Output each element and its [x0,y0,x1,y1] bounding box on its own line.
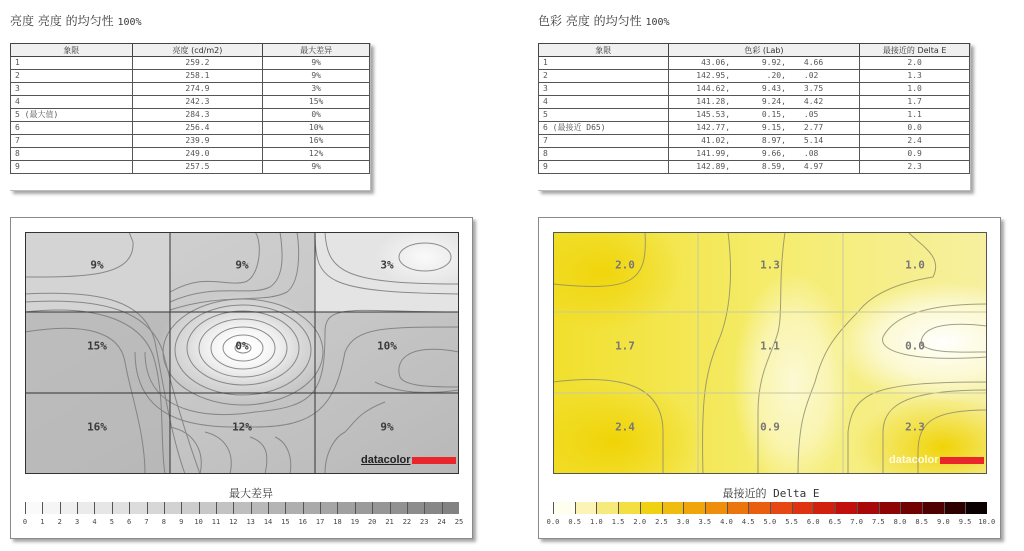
lab-l-cell: 144.62, [668,83,734,96]
color-table-panel [538,43,971,191]
table-header-row [539,44,970,57]
luminance-cell: 257.5 [132,161,263,174]
legend-swatch [60,502,77,514]
legend-swatch [792,502,814,514]
logo-red-bar [412,457,456,464]
lab-a-cell: 9.66, [734,148,790,161]
lab-l-cell: 142.77, [668,122,734,135]
cell-label-3: 3% [380,258,394,272]
legend-swatch [390,502,407,514]
legend-swatch [129,502,146,514]
legend-swatch [337,502,354,514]
title-text: 色彩 亮度 的均匀性 [538,14,642,28]
lab-l-cell: 141.28, [668,96,734,109]
cell-label-7: 2.4 [615,420,635,434]
delta-e-cell: 1.7 [860,96,970,109]
legend-swatch [407,502,424,514]
legend-swatch [251,502,268,514]
cell-label-3: 1.0 [905,258,925,272]
lab-a-cell: .20, [734,70,790,83]
legend-swatch [285,502,302,514]
table-row [539,109,970,122]
legend-swatch [372,502,389,514]
lab-l-cell: 41.02, [668,135,734,148]
logo-red-bar [940,457,984,464]
lab-b-cell: 5.14 [790,135,860,148]
max-diff-cell: 16% [263,135,370,148]
table-row [11,83,370,96]
legend-swatch [25,502,42,514]
cell-label-1: 2.0 [615,258,635,272]
delta-e-legend-bar [553,502,987,514]
quadrant-cell: 3 [11,83,133,96]
luminance-table [10,43,370,174]
cell-label-1: 9% [90,258,104,272]
legend-title: 最接近的 Delta E [722,487,820,500]
cell-label-5: 0% [235,339,249,353]
lab-b-cell: .08 [790,148,860,161]
title-percent: 100% [645,17,670,28]
legend-swatch [216,502,233,514]
cell-label-9: 2.3 [905,420,925,434]
table-row [539,135,970,148]
max-diff-cell: 9% [263,70,370,83]
max-diff-cell: 0% [263,109,370,122]
table-row [11,135,370,148]
lab-b-cell: 3.75 [790,83,860,96]
header-quadrant: 象限 [539,44,669,57]
delta-e-cell: 0.0 [860,122,970,135]
logo-text: datacolor [889,454,939,466]
lab-a-cell: 9.15, [734,122,790,135]
datacolor-logo [889,454,984,466]
quadrant-cell: 7 [11,135,133,148]
legend-swatch [965,502,987,514]
delta-e-cell: 2.4 [860,135,970,148]
lab-b-cell: 4.97 [790,161,860,174]
header-delta-e: 最接近的 Delta E [860,44,970,57]
quadrant-cell: 6 [11,122,133,135]
legend-swatch [748,502,770,514]
legend-swatch [705,502,727,514]
max-diff-cell: 3% [263,83,370,96]
luminance-cell: 258.1 [132,70,263,83]
legend-swatch [879,502,901,514]
legend-swatch [355,502,372,514]
legend-swatch [424,502,441,514]
legend-title: 最大差异 [229,487,273,500]
datacolor-logo [361,454,456,466]
cell-label-2: 9% [235,258,249,272]
luminance-cell: 274.9 [132,83,263,96]
quadrant-cell: 7 [539,135,669,148]
lab-b-cell: 4.42 [790,96,860,109]
quadrant-cell: 2 [539,70,669,83]
luminance-cell: 239.9 [132,135,263,148]
max-diff-cell: 9% [263,161,370,174]
lab-l-cell: 141.99, [668,148,734,161]
cell-label-8: 0.9 [760,420,780,434]
legend-swatch [77,502,94,514]
quadrant-cell: 2 [11,70,133,83]
lab-b-cell: 2.77 [790,122,860,135]
header-lab: 色彩 (Lab) [668,44,860,57]
lab-b-cell: .05 [790,109,860,122]
max-diff-cell: 9% [263,57,370,70]
table-row [539,83,970,96]
lab-a-cell: 0.15, [734,109,790,122]
title-percent: 100% [117,17,142,28]
legend-swatch [112,502,129,514]
luminance-legend-ticks: 0 1 2 3 4 5 6 7 8 9 10 11 12 13 14 15 16 17 18 19 20 21 22 23 24 25 [22,518,464,526]
legend-swatch [922,502,944,514]
logo-text: datacolor [361,454,411,466]
luminance-table-panel [10,43,371,191]
lab-b-cell: 4.66 [790,57,860,70]
legend-swatch [320,502,337,514]
lab-a-cell: 9.92, [734,57,790,70]
legend-swatch [813,502,835,514]
table-row [11,57,370,70]
quadrant-cell: 9 [11,161,133,174]
table-row [11,161,370,174]
table-row [11,96,370,109]
delta-e-cell: 1.1 [860,109,970,122]
quadrant-cell: 4 [11,96,133,109]
quadrant-cell: 8 [11,148,133,161]
table-row [11,122,370,135]
lab-a-cell: 8.59, [734,161,790,174]
cell-label-5: 1.1 [760,339,780,353]
legend-swatch [835,502,857,514]
quadrant-cell: 1 [11,57,133,70]
legend-swatch [944,502,966,514]
legend-swatch [147,502,164,514]
cell-label-9: 9% [380,420,394,434]
color-uniformity-title [538,12,670,29]
legend-swatch [857,502,879,514]
quadrant-cell: 3 [539,83,669,96]
color-contour-panel [538,217,1001,539]
table-header-row [11,44,370,57]
quadrant-cell: 4 [539,96,669,109]
delta-e-legend-ticks: 0.0 0.5 1.0 1.5 2.0 2.5 3.0 3.5 4.0 4.5 5.0 5.5 6.0 6.5 7.0 7.5 8.0 8.5 9.0 9.5 10.0 [546,518,996,526]
quadrant-cell: 8 [539,148,669,161]
lab-b-cell: .02 [790,70,860,83]
legend-swatch [442,502,459,514]
cell-label-6: 10% [377,339,397,353]
lab-l-cell: 145.53, [668,109,734,122]
legend-swatch [662,502,684,514]
legend-swatch [268,502,285,514]
table-row [539,70,970,83]
header-max-diff: 最大差异 [263,44,370,57]
luminance-cell: 256.4 [132,122,263,135]
delta-e-cell: 1.0 [860,83,970,96]
quadrant-cell: 5 (最大值) [11,109,133,122]
table-row [539,161,970,174]
quadrant-cell: 6 (最接近 D65) [539,122,669,135]
quadrant-cell: 9 [539,161,669,174]
luminance-uniformity-title [10,12,142,29]
header-luminance: 亮度 (cd/m2) [132,44,263,57]
legend-swatch [683,502,705,514]
delta-e-cell: 0.9 [860,148,970,161]
cell-label-7: 16% [87,420,107,434]
legend-swatch [181,502,198,514]
delta-e-cell: 2.3 [860,161,970,174]
legend-swatch [640,502,662,514]
cell-label-8: 12% [232,420,252,434]
luminance-cell: 284.3 [132,109,263,122]
legend-swatch [770,502,792,514]
table-row [11,109,370,122]
table-row [539,148,970,161]
table-row [11,70,370,83]
luminance-contour-map [25,232,459,474]
luminance-legend-bar [25,502,459,514]
legend-swatch [553,502,575,514]
lab-a-cell: 9.24, [734,96,790,109]
max-diff-cell: 15% [263,96,370,109]
color-table [538,43,970,174]
legend-swatch [233,502,250,514]
delta-e-cell: 2.0 [860,57,970,70]
table-row [539,122,970,135]
luminance-contour-panel [10,217,473,539]
legend-swatch [94,502,111,514]
quadrant-cell: 5 [539,109,669,122]
legend-swatch [199,502,216,514]
legend-swatch [727,502,749,514]
table-row [539,96,970,109]
title-text: 亮度 亮度 的均匀性 [10,14,114,28]
legend-swatch [575,502,597,514]
cell-label-4: 1.7 [615,339,635,353]
max-diff-cell: 12% [263,148,370,161]
cell-label-2: 1.3 [760,258,780,272]
lab-a-cell: 8.97, [734,135,790,148]
lab-a-cell: 9.43, [734,83,790,96]
table-row [539,57,970,70]
legend-swatch [164,502,181,514]
legend-swatch [618,502,640,514]
luminance-cell: 249.0 [132,148,263,161]
table-row [11,148,370,161]
legend-swatch [596,502,618,514]
lab-l-cell: 142.95, [668,70,734,83]
luminance-cell: 259.2 [132,57,263,70]
legend-swatch [303,502,320,514]
cell-label-4: 15% [87,339,107,353]
header-quadrant: 象限 [11,44,133,57]
lab-l-cell: 142.89, [668,161,734,174]
delta-e-cell: 1.3 [860,70,970,83]
luminance-cell: 242.3 [132,96,263,109]
quadrant-cell: 1 [539,57,669,70]
legend-swatch [900,502,922,514]
delta-e-contour-map [553,232,987,474]
cell-label-6: 0.0 [905,339,925,353]
max-diff-cell: 10% [263,122,370,135]
legend-swatch [42,502,59,514]
lab-l-cell: 43.06, [668,57,734,70]
